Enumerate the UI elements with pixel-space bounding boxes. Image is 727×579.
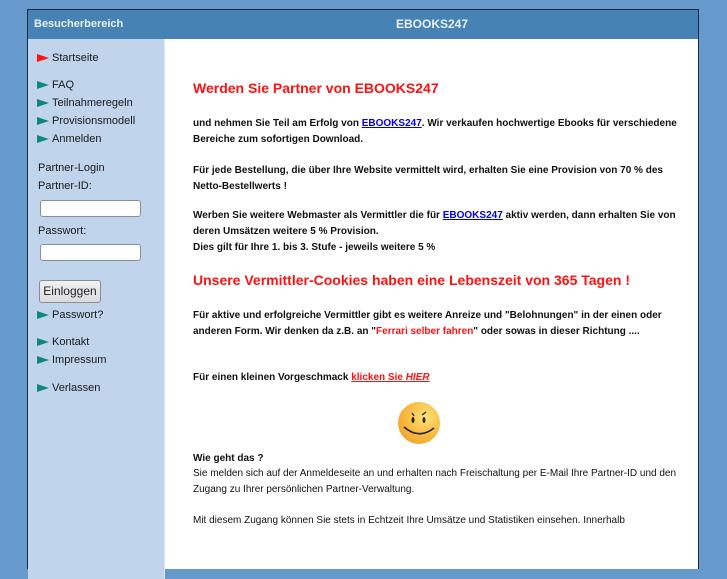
text: aktiv werden, dann erhalten Sie von deren Umsätzen weitere 5 % Provision.	[193, 210, 676, 237]
nav-label: Impressum	[52, 354, 107, 366]
sidebar	[28, 39, 165, 579]
arrow-right-icon	[37, 81, 49, 89]
recruit-paragraph	[193, 208, 683, 256]
link-text-em: HIER	[405, 372, 430, 383]
nav-label: Verlassen	[52, 382, 101, 394]
nav-kontakt[interactable]	[37, 336, 89, 348]
partner-id-label: Partner-ID:	[38, 180, 92, 192]
commission-paragraph: Für jede Bestellung, die über Ihre Website vermittelt wird, erhalten Sie eine Provision von 70 % des Netto-Bestellwerts !	[193, 165, 663, 192]
arrow-right-icon	[37, 54, 49, 62]
preview-paragraph	[193, 370, 683, 386]
partner-id-input[interactable]	[40, 200, 141, 217]
nav-label: Startseite	[52, 52, 99, 64]
headline-partner: Werden Sie Partner von EBOOKS247	[193, 80, 439, 96]
link-text: klicken Sie	[351, 372, 406, 383]
header-bar	[28, 10, 698, 39]
nav-label: Teilnahmeregeln	[52, 97, 133, 109]
password-input[interactable]	[40, 244, 141, 261]
partner-login-heading: Partner-Login	[38, 162, 105, 174]
nav-label: Passwort?	[52, 309, 104, 321]
arrow-right-icon	[37, 99, 49, 107]
smiley-icon	[398, 402, 440, 444]
visitor-area-title: Besucherbereich	[34, 18, 124, 30]
access-paragraph: Mit diesem Zugang können Sie stets in Echtzeit Ihre Umsätze und Statistiken einsehen. Innerhalb	[193, 515, 625, 526]
nav-anmelden[interactable]	[37, 133, 102, 145]
nav-label: Kontakt	[52, 336, 90, 348]
page-frame	[27, 9, 699, 569]
rewards-paragraph	[193, 308, 683, 340]
ebooks247-link-2[interactable]: EBOOKS247	[442, 210, 503, 221]
intro-paragraph	[193, 116, 683, 148]
arrow-right-icon	[37, 117, 49, 125]
text: Werben Sie weitere Webmaster als Vermittler die für	[193, 210, 443, 221]
ebooks247-link[interactable]: EBOOKS247	[361, 118, 422, 129]
password-label: Passwort:	[38, 225, 87, 237]
headline-cookies: Unsere Vermittler-Cookies haben eine Lebenszeit von 365 Tagen !	[193, 272, 630, 288]
how-title: Wie geht das ?	[193, 453, 264, 464]
arrow-right-icon	[37, 338, 49, 346]
text: Für einen kleinen Vorgeschmack	[193, 372, 352, 383]
text: . Wir verkaufen hochwertige Ebooks für verschiedene Bereiche zum sofortigen Download.	[193, 118, 677, 145]
nav-provisionsmodell[interactable]	[37, 115, 135, 127]
nav-startseite[interactable]	[37, 52, 98, 64]
ferrari-highlight: Ferrari selber fahren	[376, 326, 474, 337]
nav-verlassen[interactable]	[37, 382, 100, 394]
click-here-link[interactable]	[351, 372, 429, 383]
nav-label: Provisionsmodell	[52, 115, 136, 127]
text: Für aktive und erfolgreiche Vermittler gibt es weitere Anreize und "Belohnungen" in der einen oder anderen Form. Wir denken da z.B. an "	[193, 310, 662, 337]
login-button[interactable]: Einloggen	[39, 280, 101, 303]
nav-label: Anmelden	[52, 133, 102, 145]
nav-impressum[interactable]	[37, 354, 106, 366]
arrow-right-icon	[37, 311, 49, 319]
arrow-right-icon	[37, 356, 49, 364]
nav-label: FAQ	[52, 79, 75, 91]
arrow-right-icon	[37, 135, 49, 143]
arrow-right-icon	[37, 384, 49, 392]
nav-passwort[interactable]	[37, 309, 103, 321]
text: " oder sowas in dieser Richtung ....	[473, 326, 640, 337]
nav-teilnahmeregeln[interactable]	[37, 97, 133, 109]
nav-faq[interactable]	[37, 79, 74, 91]
text: Dies gilt für Ihre 1. bis 3. Stufe - jeweils weitere 5 %	[193, 242, 436, 253]
text: und nehmen Sie Teil am Erfolg von	[193, 118, 362, 129]
how-text: Sie melden sich auf der Anmeldeseite an und erhalten nach Freischaltung per E-Mail Ihre Partner-ID und den Zugang zu Ihrer persönlichen Partner-Verwaltung.	[193, 468, 677, 495]
site-title: EBOOKS247	[396, 17, 469, 31]
